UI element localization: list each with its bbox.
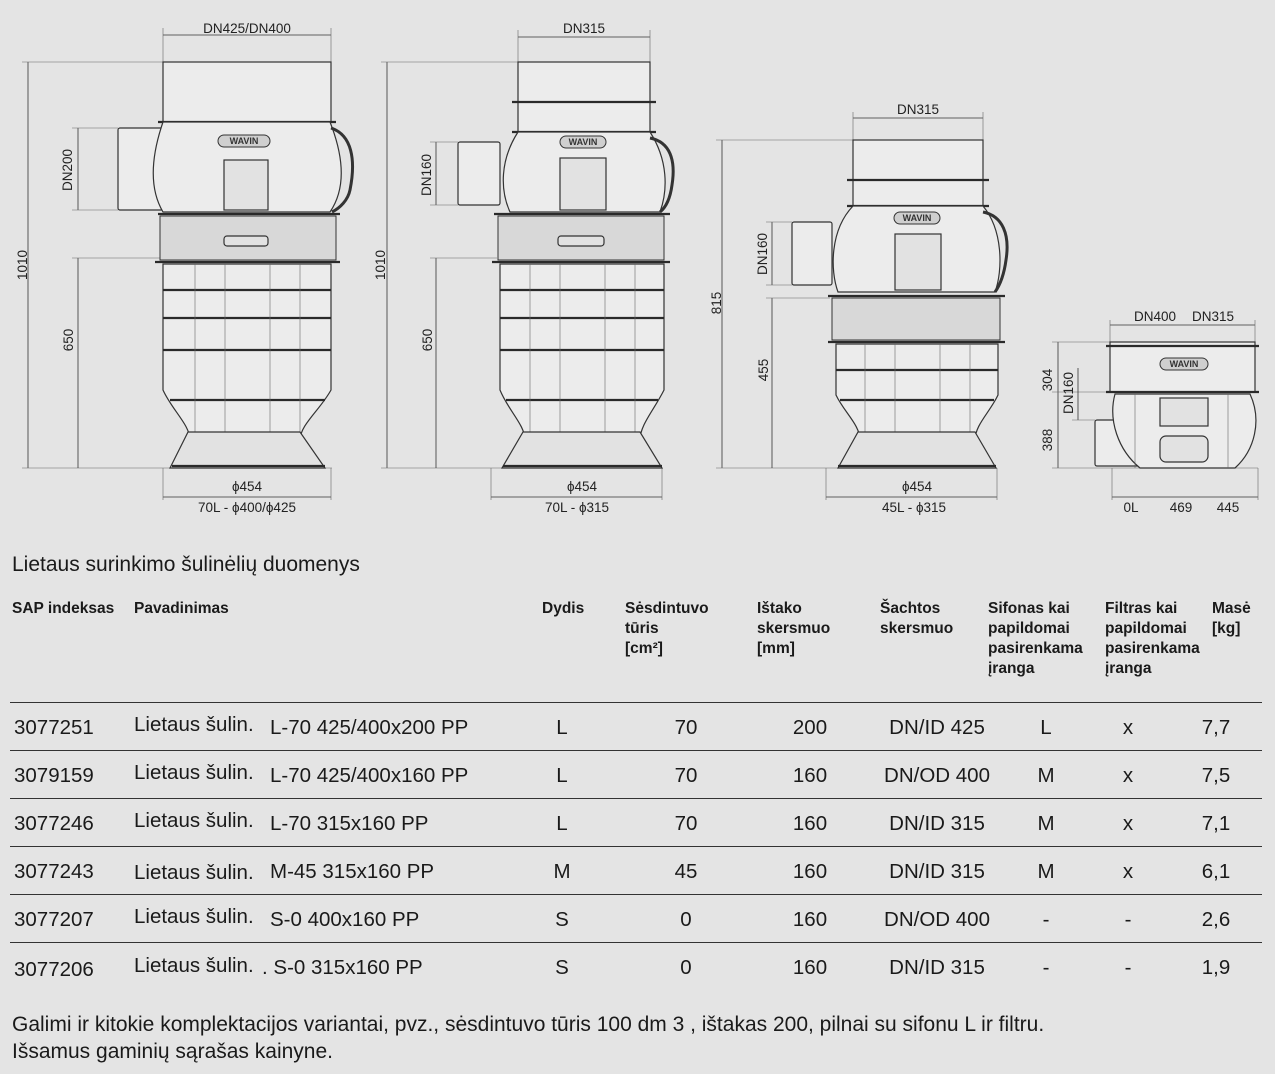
drawing-item-2	[373, 21, 673, 515]
svg-text:455: 455	[756, 358, 771, 382]
svg-text:445: 445	[1216, 500, 1240, 515]
technical-drawings	[0, 0, 1275, 525]
cell-name-b: . S-0 315x160 PP	[262, 956, 423, 979]
footnote-line-2: Išsamus gaminių sąrašas kainyne.	[12, 1040, 333, 1063]
cell-size: L	[556, 716, 568, 739]
header-outlet: Ištako skersmuo [mm]	[757, 600, 831, 657]
cell-size: L	[556, 764, 568, 787]
svg-text:815: 815	[709, 291, 724, 315]
cell-sap: 3077246	[14, 812, 94, 835]
dim-total-height: 1010	[15, 249, 30, 281]
cell-size: S	[555, 908, 569, 931]
cell-name-b: M-45 315x160 PP	[270, 860, 435, 883]
cell-volume: 70	[674, 716, 698, 739]
cell-sap: 3077207	[14, 908, 94, 931]
cell-outlet: 160	[792, 860, 828, 883]
cell-siphon: L	[1040, 716, 1052, 739]
cell-size: S	[555, 956, 569, 979]
cell-outlet: 160	[792, 908, 828, 931]
dim-bottom: ϕ454	[231, 479, 263, 494]
svg-text:388: 388	[1040, 428, 1055, 452]
cell-size: M	[553, 860, 571, 883]
svg-text:DN160: DN160	[419, 153, 434, 197]
header-mass: Masė [kg]	[1212, 600, 1251, 637]
svg-text:1010: 1010	[373, 249, 388, 281]
cell-sap: 3077206	[14, 958, 94, 981]
cell-shaft: DN/OD 400	[884, 764, 990, 787]
drawing-item-3	[709, 102, 1007, 515]
cell-shaft: DN/ID 315	[889, 860, 985, 883]
cell-name-a: Lietaus šulin.	[134, 761, 254, 784]
cell-volume: 0	[680, 908, 692, 931]
table-row	[0, 798, 1262, 846]
header-siphon: Sifonas kai papildomai pasirenkama įranga	[988, 600, 1083, 677]
cell-size: L	[556, 812, 568, 835]
svg-text:DN315: DN315	[1191, 309, 1235, 324]
cell-volume: 70	[674, 812, 698, 835]
cell-outlet: 200	[792, 716, 828, 739]
svg-text:DN315: DN315	[562, 21, 606, 36]
svg-text:DN400: DN400	[1133, 309, 1177, 324]
table-row	[0, 942, 1262, 990]
cell-name-a: Lietaus šulin.	[134, 861, 254, 884]
cell-name-a: Lietaus šulin.	[134, 905, 254, 928]
cell-filter: x	[1122, 812, 1134, 835]
svg-text:0L: 0L	[1123, 500, 1139, 515]
cell-volume: 45	[674, 860, 698, 883]
table-row	[0, 846, 1262, 894]
cell-mass: 1,9	[1201, 956, 1231, 979]
cell-shaft: DN/ID 315	[889, 956, 985, 979]
cell-mass: 7,1	[1201, 812, 1231, 835]
svg-text:ϕ454: ϕ454	[901, 479, 933, 494]
cell-filter: x	[1122, 860, 1134, 883]
cell-name-a: Lietaus šulin.	[134, 809, 254, 832]
svg-text:469: 469	[1169, 500, 1193, 515]
cell-sap: 3077243	[14, 860, 94, 883]
cell-volume: 0	[680, 956, 692, 979]
table-row	[0, 894, 1262, 942]
cell-siphon: M	[1037, 764, 1055, 787]
table-row	[0, 750, 1262, 798]
svg-text:304: 304	[1040, 368, 1055, 392]
svg-text:DN315: DN315	[896, 102, 940, 117]
cell-name-b: S-0 400x160 PP	[270, 908, 420, 931]
header-sap: SAP indeksas	[12, 600, 115, 617]
cell-name-b: L-70 425/400x200 PP	[270, 716, 469, 739]
cell-outlet: 160	[792, 764, 828, 787]
footnote-line-1: Galimi ir kitokie komplektacijos variantai, pvz., sėsdintuvo tūris 100 dm 3 , ištakas 200, pilnai su sifonu L ir filtru.	[12, 1013, 1045, 1036]
dim-lower-height: 650	[61, 328, 76, 352]
cell-sap: 3077251	[14, 716, 94, 739]
svg-text:650: 650	[420, 328, 435, 352]
cell-mass: 6,1	[1201, 860, 1231, 883]
svg-text:WAVIN: WAVIN	[568, 137, 598, 147]
cell-name-b: L-70 315x160 PP	[270, 812, 429, 835]
cell-siphon: -	[1042, 908, 1050, 931]
cell-siphon: M	[1037, 860, 1055, 883]
cell-filter: x	[1122, 716, 1134, 739]
cell-name-a: Lietaus šulin.	[134, 713, 254, 736]
svg-text:70L - ϕ315: 70L - ϕ315	[544, 500, 610, 515]
cell-filter: -	[1124, 908, 1132, 931]
svg-text:WAVIN: WAVIN	[1169, 359, 1199, 369]
cell-mass: 7,7	[1201, 716, 1231, 739]
cell-volume: 70	[674, 764, 698, 787]
table-row	[0, 702, 1262, 750]
cell-mass: 7,5	[1201, 764, 1231, 787]
cell-shaft: DN/OD 400	[884, 908, 990, 931]
section-title: Lietaus surinkimo šulinėlių duomenys	[12, 553, 360, 576]
cell-siphon: -	[1042, 956, 1050, 979]
cell-outlet: 160	[792, 956, 828, 979]
svg-text:45L - ϕ315: 45L - ϕ315	[881, 500, 947, 515]
dim-inlet: DN200	[60, 148, 75, 192]
cell-sap: 3079159	[14, 764, 94, 787]
cell-name-a: Lietaus šulin.	[134, 954, 254, 977]
header-size: Dydis	[542, 600, 585, 617]
svg-text:DN160: DN160	[755, 232, 770, 276]
cell-name-b: L-70 425/400x160 PP	[270, 764, 469, 787]
caption: 70L - ϕ400/ϕ425	[198, 500, 296, 515]
cell-shaft: DN/ID 425	[889, 716, 985, 739]
drawing-item-4	[1040, 309, 1259, 515]
footnote	[12, 1011, 1044, 1065]
drawing-item-1	[15, 21, 353, 515]
header-filter: Filtras kai papildomai pasirenkama įranga	[1105, 600, 1200, 677]
cell-siphon: M	[1037, 812, 1055, 835]
cell-filter: -	[1124, 956, 1132, 979]
svg-text:WAVIN: WAVIN	[229, 136, 259, 146]
dim-top: DN425/DN400	[203, 21, 291, 36]
header-name: Pavadinimas	[134, 600, 229, 617]
header-volume: Sėsdintuvo tūris [cm²]	[625, 600, 709, 657]
cell-mass: 2,6	[1201, 908, 1231, 931]
svg-text:WAVIN: WAVIN	[902, 213, 932, 223]
svg-text:DN160: DN160	[1061, 371, 1076, 415]
cell-shaft: DN/ID 315	[889, 812, 985, 835]
cell-outlet: 160	[792, 812, 828, 835]
cell-filter: x	[1122, 764, 1134, 787]
header-shaft: Šachtos skersmuo	[880, 600, 954, 637]
svg-text:ϕ454: ϕ454	[566, 479, 598, 494]
